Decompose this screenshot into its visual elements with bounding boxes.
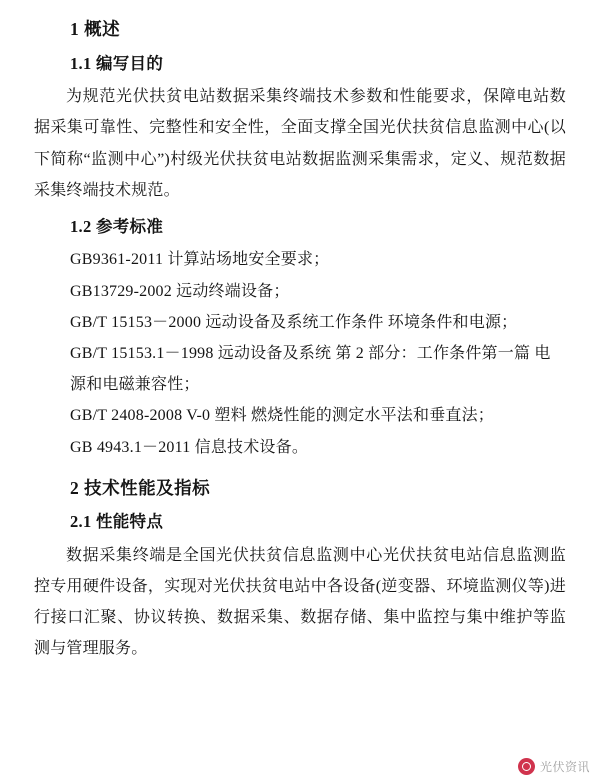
paragraph-purpose: 为规范光伏扶贫电站数据采集终端技术参数和性能要求，保障电站数据采集可靠性、完整性和安全性，全面支撑全国光伏扶贫信息监测中心(以下简称“监测中心”)村级光伏扶贫电站数据监测采集需求，定义、规范数据采集终端技术规范。 <box>34 88 566 199</box>
reference-item: GB9361-2011 计算站场地安全要求； <box>70 251 330 269</box>
watermark-label: 光伏资讯 <box>539 760 590 774</box>
heading-1-2-references: 1.2 参考标准 <box>70 216 164 236</box>
spacer <box>34 463 566 473</box>
paragraph-performance-features: 数据采集终端是全国光伏扶贫信息监测中心光伏扶贫电站信息监测监控专用硬件设备，实现对光伏扶贫电站中各设备(逆变器、环境监测仪等)进行接口汇聚、协议转换、数据采集、数据存储、集中监控与集中维护等监测与管理服务。 <box>34 546 566 658</box>
watermark <box>518 758 590 775</box>
heading-1-overview: 1 概述 <box>70 19 121 39</box>
heading-2-1-performance-features: 2.1 性能特点 <box>70 512 164 532</box>
reference-item: GB/T 2408-2008 V-0 塑料 燃烧性能的测定水平法和垂直法； <box>70 407 495 425</box>
heading-1-1-purpose: 1.1 编写目的 <box>70 53 164 73</box>
heading-2-technical-performance: 2 技术性能及指标 <box>70 477 211 498</box>
reference-item: GB13729-2002 远动终端设备； <box>70 282 290 300</box>
reference-item: GB 4943.1－2011 信息技术设备。 <box>70 438 309 456</box>
reference-item: GB/T 15153－2000 远动设备及系统工作条件 环境条件和电源； <box>70 313 518 331</box>
sun-logo-icon <box>518 758 535 775</box>
reference-item: GB/T 15153.1－1998 远动设备及系统 第 2 部分：工作条件第一篇 电源和电磁兼容性； <box>70 344 551 394</box>
